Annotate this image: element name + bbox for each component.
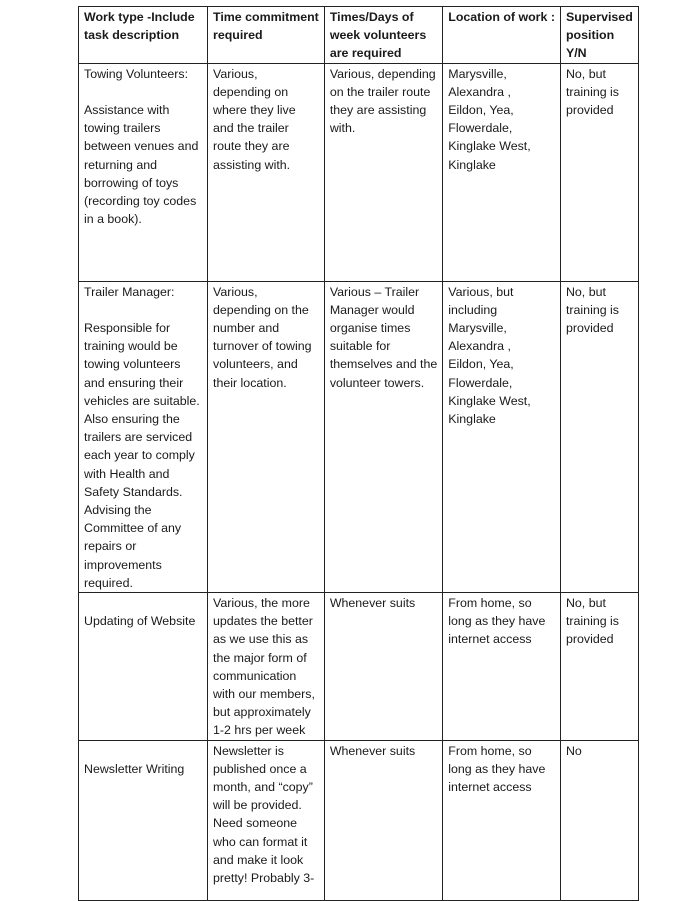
header-location: Location of work : [443, 7, 561, 64]
header-supervised: Supervised position Y/N [560, 7, 638, 64]
cell-work-type: Trailer Manager: Responsible for training would be towing volunteers and ensuring their vehicles are suitable. Also ensuring the trailers are serviced each year to comply with Health and Safety Standards. Advising the Committee of any repairs or improvements required. [79, 281, 208, 592]
table-header-row [79, 7, 639, 64]
cell-supervised: No [560, 740, 638, 900]
table-row [79, 63, 639, 281]
cell-work-type [79, 740, 208, 900]
cell-supervised: No, but training is provided [560, 63, 638, 281]
cell-location: Various, but including Marysville, Alexandra , Eildon, Yea, Flowerdale, Kinglake West, Kinglake [443, 281, 561, 592]
cell-time-commitment: Various, depending on the number and turnover of towing volunteers, and their location. [208, 281, 325, 592]
role-title: Towing Volunteers: [84, 66, 189, 81]
cell-time-commitment: Newsletter is published once a month, and “copy” will be provided. Need someone who can format it and make it look pretty! Probably 3- [208, 740, 325, 900]
cell-times-days: Various, depending on the trailer route they are assisting with. [324, 63, 442, 281]
cell-times-days: Whenever suits [324, 740, 442, 900]
header-times-days: Times/Days of week volunteers are required [324, 7, 442, 64]
cell-time-commitment: Various, the more updates the better as we use this as the major form of communication with our members, but approximately 1-2 hrs per week [208, 593, 325, 741]
role-title: Updating of Website [84, 614, 196, 629]
table-row [79, 740, 639, 900]
cell-supervised: No, but training is provided [560, 281, 638, 592]
cell-times-days: Various – Trailer Manager would organise times suitable for themselves and the volunteer towers. [324, 281, 442, 592]
table-row [79, 281, 639, 592]
cell-location: Marysville, Alexandra , Eildon, Yea, Flowerdale, Kinglake West, Kinglake [443, 63, 561, 281]
cell-work-type [79, 593, 208, 741]
volunteer-roles-table [78, 6, 639, 901]
cell-times-days: Whenever suits [324, 593, 442, 741]
role-title: Trailer Manager: [84, 284, 175, 299]
header-work-type: Work type -Include task description [79, 7, 208, 64]
role-title: Newsletter Writing [84, 761, 185, 776]
cell-time-commitment: Various, depending on where they live and the trailer route they are assisting with. [208, 63, 325, 281]
cell-location: From home, so long as they have internet access [443, 593, 561, 741]
cell-supervised: No, but training is provided [560, 593, 638, 741]
cell-work-type: Towing Volunteers: Assistance with towing trailers between venues and returning and borrowing of toys (recording toy codes in a book). [79, 63, 208, 281]
table-row [79, 593, 639, 741]
cell-location: From home, so long as they have internet access [443, 740, 561, 900]
header-time-commitment: Time commitment required [208, 7, 325, 64]
